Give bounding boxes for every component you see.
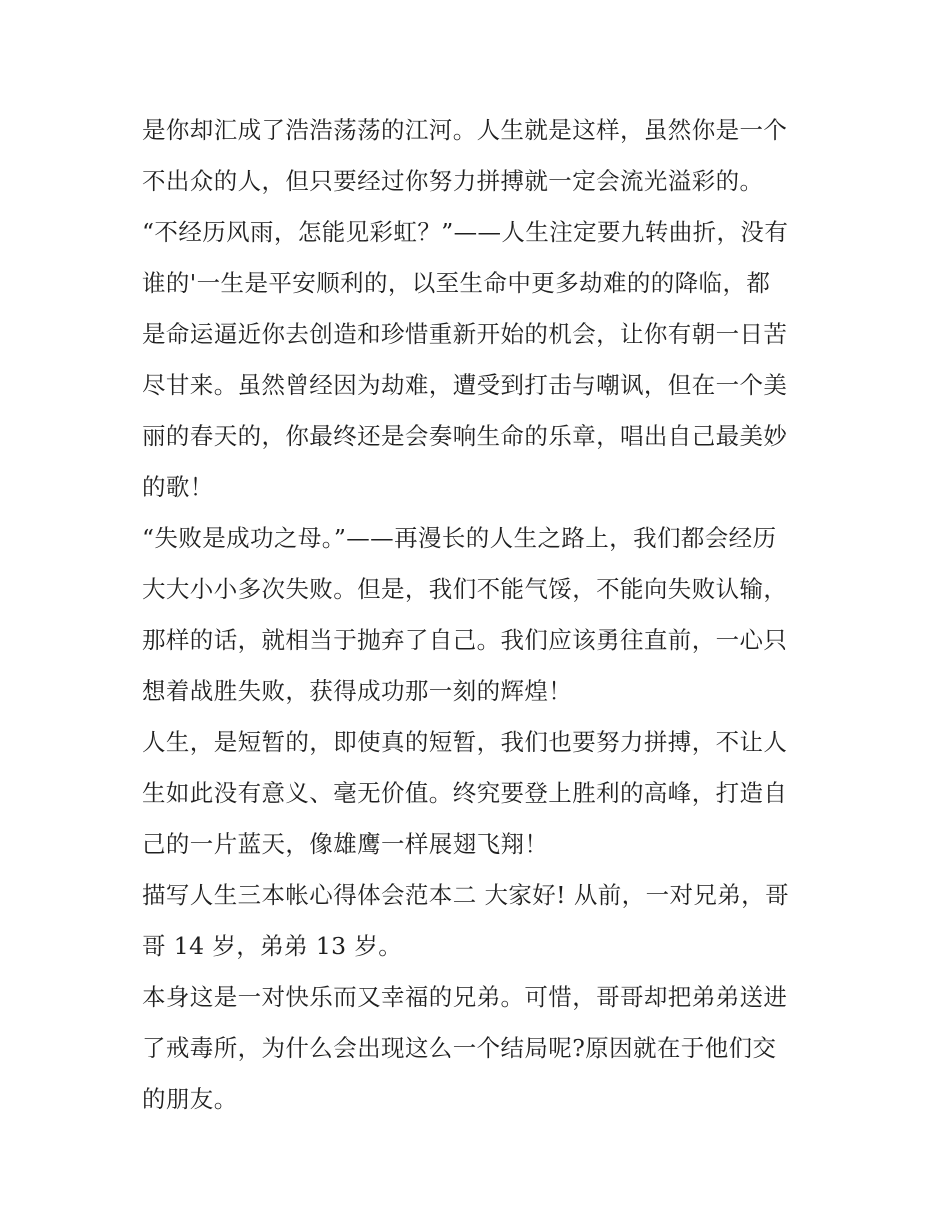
text-line: 是命运逼近你去创造和珍惜重新开始的机会，让你有朝一日苦 [142,320,788,348]
text-line: 人生，是短暂的，即使真的短暂，我们也要努力拼搏，不让人 [142,728,788,756]
text-line: 的歌！ [142,473,214,501]
text-line: 那样的话，就相当于抛弃了自己。我们应该勇往直前，一心只 [142,626,788,654]
text-line: 的朋友。 [142,1085,238,1113]
text-line: 己的一片蓝天，像雄鹰一样展翅飞翔！ [142,830,549,858]
text-line: 描写人生三本帐心得体会范本二 大家好! 从前，一对兄弟，哥 [142,881,789,909]
text-line: 谁的'一生是平安顺利的，以至生命中更多劫难的的降临，都 [142,269,771,297]
text-line: “不经历风雨，怎能见彩虹？”——人生注定要九转曲折，没有 [142,218,789,246]
text-line: 哥 14 岁，弟弟 13 岁。 [142,932,403,960]
text-line: 是你却汇成了浩浩荡荡的江河。人生就是这样，虽然你是一个 [142,116,788,144]
text-line: 不出众的人，但只要经过你努力拼搏就一定会流光溢彩的。 [142,167,764,195]
text-line: 尽甘来。虽然曾经因为劫难，遭受到打击与嘲讽，但在一个美 [142,371,788,399]
text-line: 丽的春天的，你最终还是会奏响生命的乐章，唱出自己最美妙 [142,422,788,450]
text-line: 大大小小多次失败。但是，我们不能气馁，不能向失败认输， [142,575,788,603]
text-line: 想着战胜失败，获得成功那一刻的辉煌！ [142,677,573,705]
text-line: 本身这是一对快乐而又幸福的兄弟。可惜，哥哥却把弟弟送进 [142,983,788,1011]
document-body [142,105,814,1125]
text-line: 了戒毒所，为什么会出现这么一个结局呢?原因就在于他们交 [142,1034,777,1062]
text-line: 生如此没有意义、毫无价值。终究要登上胜利的高峰，打造自 [142,779,788,807]
text-line: “失败是成功之母。”——再漫长的人生之路上，我们都会经历 [142,524,777,552]
